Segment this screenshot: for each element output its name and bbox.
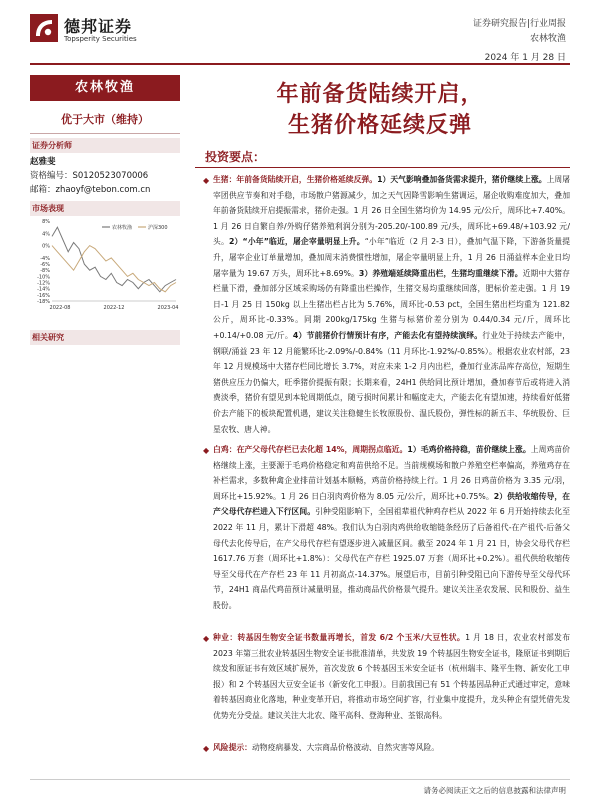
y-tick-label: -6% [40, 262, 50, 269]
company-logo-mark [30, 14, 58, 42]
para-seg: 近期中大猪存栏量下滑，叠加部分区域采购场仍有降重出栏操作，生猪交易均重继续回落，肥标价差走强。1 月 19 日-1 月 25 日 150kg 以上生猪出栏占比为 5.76%，周环比-0.53 pct，全国生猪出栏均重为 121.82 公斤，周环比-0.33%。同期 200kg/175kg 生猪与标猪价差分别为 0.44/0.34 元/斤，周环比+0.14/+0.08 元/斤。 [213, 268, 570, 340]
para-seg: 2）供给收缩传导，在产父母代存栏进入下行区间。 [213, 491, 570, 517]
legend-label: 农林牧渔 [112, 225, 133, 231]
analyst-certificate: 资格编号：S0120523070006 [30, 171, 149, 181]
y-tick-label: -8% [40, 268, 50, 275]
para-seg: 动物疫病暴发、大宗商品价格波动、自然灾害等风险。 [251, 743, 440, 752]
para-seg: 1 月 18 日，农业农村部发布 2023 年第三批农业转基因生物安全证书批准清单，共发放 19 个转基因生物安全证书，隆原证书到期后续发和原证书有效区域扩展外，首次发放 6 个转基因玉米安全证书（杭州瑞丰、隆平生物、新安化工申报）和 2 个转基因大豆安全证书（新安化工申报）。目前我国已有 51 个转基因品种正式通过审定，意味着转基因商业化落地，种业变革开启，将推动市场空间扩容，行业集中度提升，龙头种企有望凭借先发优势充分受益。建议关注大北农、隆平高科、登海种业、荃银高科。 [213, 633, 570, 720]
para-seg: 4）节前猪价行情预计有序，产能去化有望持续演绎。 [292, 330, 483, 340]
header-divider [30, 63, 570, 65]
market-performance-chart [30, 215, 180, 315]
y-tick-label: -4% [40, 255, 50, 262]
report-industry: 农林牧渔 [529, 34, 566, 44]
left-divider [30, 133, 180, 134]
section-broiler [213, 442, 570, 614]
report-title-line1: 年前备货陆续开启， [276, 82, 484, 107]
para-seg: “小年”临近（2 月 2-3 日），叠加气温下降，下游备货量提升，屠宰企业订单量增加，叠加周末消费惯性增加，屠企宰量明显上升，1 月 26 日涌益样本企业日均屠宰量为 19.67 万头，周环比+8.69%。 [213, 237, 571, 278]
para-seg: 引种受阻影响下，全国祖辈祖代种鸡存栏从 2022 年 6 月开始持续去化至 2022 年 11 月，累计下滑超 48%。我们认为白羽肉鸡供给收缩链条经历了后备祖代-在产祖代-后备父母代去化传导后，在产父母代存栏有望逐步进入减量区间。截至 2024 年 1 月 21 日，协会父母代存栏 1617.76 万套（周环比+1.8%）：父母代在产存栏 1925.07 万套（周环比+0.2%）。祖代供给收缩传导至父母代在产存栏 23 年 11 月初高点-14.37%。展望后市，目前引种受阻已向下游传导至父母代环节，24H1 商品代鸡苗预计减量明显，推动商品代价格景气提升。建议关注圣农发展、民和股份、益生股份。 [213, 507, 571, 610]
series-line-1 [52, 246, 176, 292]
para-seg: 行业处于持续去产能中，钢联/涌益 23 年 12 月能繁环比-2.09%/-0.84%（11 月环比-1.92%/-0.85%）。根据农业农村部，23 年 12 月规模场中大猪存栏同比增长 3.7%，对应未来 1-2 月内出栏，叠加行业冻品库存高位，短期生猪供应压力仍偏大，旺季猪价提振有限；长期来看，24H1 供给同比预计增加，叠加春节后或将进入消费淡季，猪价有望见到本轮周期低点，随亏损时间累计和幅度走大，产能去化有望加速，持续看好低猪价去产能下的板块配置机遇，建议关注稳健生长牧原股份、温氏股份，弹性标的新五丰、华统股份、巨星农牧、唐人神。 [213, 330, 570, 434]
y-tick-label: 4% [42, 231, 50, 238]
para-seg: 2）“小年”临近，屠企宰量明显上升。 [228, 237, 365, 247]
y-tick-label: -14% [37, 286, 50, 293]
para-seg: 上周鸡苗价格继续上涨，主要源于毛鸡价格稳定和鸡苗供给不足。当前规模场和散户养殖空栏率偏高，养殖鸡存在补栏需求，多数种禽企业排苗计划基本顺畅，鸡苗价格持续上行。1 月 26 日鸡苗价格为 3.35 元/羽，周环比+15.92%。1 月 26 日白羽肉鸡价格为 8.05 元/公斤，周环比+0.75%。 [213, 445, 570, 501]
x-tick-label: 2022-12 [103, 305, 125, 311]
series-line-0 [52, 227, 176, 292]
market-performance-heading: 市场表现 [30, 201, 180, 216]
investment-rating: 优于大市（维持） [61, 113, 149, 126]
y-tick-label: -12% [37, 280, 50, 287]
chart-svg [30, 215, 180, 315]
y-tick-label: -18% [37, 299, 50, 305]
x-tick-label: 2022-08 [49, 305, 71, 311]
report-header [0, 0, 600, 62]
y-tick-label: -10% [37, 274, 50, 281]
legend-label: 沪深300 [148, 225, 168, 231]
para-seg: 1）天气影响叠加备货需求提升，猪价继续上涨。 [377, 175, 547, 184]
section-lead: 白鸡：在产父母代存栏已去化超 14%，周期拐点临近。 [213, 445, 408, 454]
y-tick-label: -16% [37, 292, 50, 299]
company-name-en: Topsperity Securities [64, 35, 137, 43]
section-lead: 风险提示： [213, 743, 252, 752]
y-tick-label: 0% [42, 243, 50, 250]
footer-disclaimer: 请务必阅读正文之后的信息披露和法律声明 [423, 786, 566, 795]
related-research-heading: 相关研究 [30, 330, 180, 345]
company-name-cn: 德邦证券 [64, 17, 133, 36]
section-hog [213, 172, 570, 437]
bullet-icon: ◆ [203, 446, 210, 455]
report-date: 2024 年 1 月 28 日 [484, 53, 566, 63]
y-tick-label: 8% [42, 219, 50, 225]
section-risk [213, 740, 570, 756]
report-title-line2: 生猪价格延续反弹 [287, 113, 472, 138]
para-seg: 上周屠宰团供应节奏和对手稳，市场散户猪源减少，加之天气因降雪影响生猪调运，屠企收购难度加大，叠加年前备货陆续开启提振需求，猪价走强。1 月 26 日全国生猪均价为 14.95 元/公斤，周环比+7.40%。1 月 26 日自繁自养/外购仔猪养殖利润分别为-205.20/-100.89 元/头，周环比+69.48/+103.92 元/头。 [213, 175, 570, 247]
bullet-icon: ◆ [203, 744, 210, 753]
section-lead: 种业：转基因生物安全证书数量再增长，首发 6/2 个玉米/大豆性状。 [213, 633, 466, 642]
x-tick-label: 2023-04 [157, 305, 179, 311]
analyst-email: 邮箱：zhaoyf@tebon.com.cn [30, 185, 151, 195]
analyst-section-heading: 证券分析师 [30, 138, 180, 153]
analyst-name: 赵雅斐 [30, 157, 56, 167]
report-type: 证券研究报告|行业周报 [472, 19, 566, 29]
para-seg: 1）毛鸡价格持稳，苗价继续上涨。 [407, 445, 531, 454]
key-points-divider [195, 167, 570, 168]
key-points-heading: 投资要点： [205, 150, 266, 164]
sector-banner: 农林牧渔 [30, 75, 180, 101]
para-seg: 3）养殖端延续降重出栏，生猪均重继续下滑。 [358, 268, 523, 278]
section-seed [213, 630, 570, 724]
footer-divider [30, 779, 570, 780]
bullet-icon: ◆ [203, 176, 210, 185]
section-lead: 生猪：年前备货陆续开启，生猪价格延续反弹。 [213, 175, 378, 184]
bullet-icon: ◆ [203, 634, 210, 643]
